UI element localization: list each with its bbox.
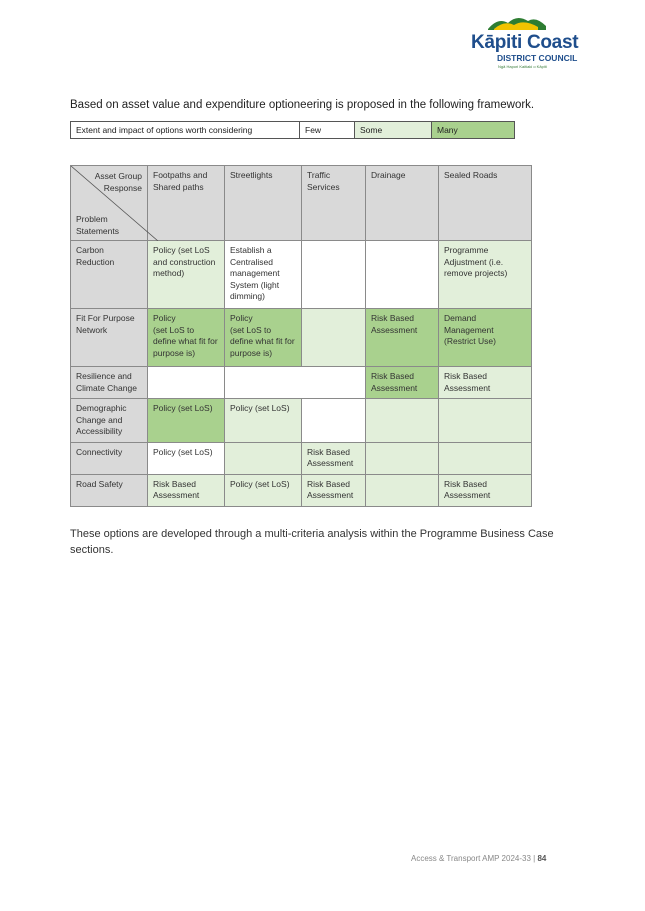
table-cell: Policy (set LoS to define what fit for purpose is)	[148, 309, 225, 367]
table-cell	[225, 367, 366, 399]
outro-text: These options are developed through a multi-criteria analysis within the Programme Business Case sections.	[70, 528, 554, 556]
table-cell: Risk Based Assessment	[302, 474, 366, 506]
table-cell	[439, 399, 532, 443]
row-label: Demographic Change and Accessibility	[71, 399, 148, 443]
header-problem: Problem Statements	[76, 214, 119, 236]
table-cell	[439, 442, 532, 474]
hills-icon	[486, 14, 548, 30]
table-cell: Policy (set LoS)	[148, 399, 225, 443]
table-cell: Programme Adjustment (i.e. remove projects)	[439, 241, 532, 309]
table-cell	[366, 399, 439, 443]
table-row	[71, 399, 532, 443]
table-cell: Policy (set LoS)	[225, 399, 302, 443]
framework-table	[70, 165, 532, 507]
table-cell: Risk Based Assessment	[302, 442, 366, 474]
footer-doc-title: Access & Transport AMP 2024-33	[411, 854, 531, 863]
table-header-row	[71, 166, 532, 241]
council-logo	[468, 14, 588, 72]
table-cell	[302, 241, 366, 309]
table-cell: Policy (set LoS)	[148, 442, 225, 474]
table-cell: Risk Based Assessment	[148, 474, 225, 506]
column-header: Footpaths and Shared paths	[148, 166, 225, 241]
logo-subtitle: DISTRICT COUNCIL	[497, 53, 578, 63]
logo-brand: Kāpiti Coast	[471, 32, 579, 53]
row-label: Carbon Reduction	[71, 241, 148, 309]
table-cell	[302, 309, 366, 367]
column-header: Drainage	[366, 166, 439, 241]
table-cell: Risk Based Assessment	[366, 309, 439, 367]
table-row	[71, 474, 532, 506]
page-footer	[411, 854, 546, 863]
table-row	[71, 367, 532, 399]
table-cell: Risk Based Assessment	[366, 367, 439, 399]
table-cell	[302, 399, 366, 443]
legend-some: Some	[355, 122, 432, 139]
legend-many: Many	[432, 122, 515, 139]
table-cell: Establish a Centralised management System (light dimming)	[225, 241, 302, 309]
table-row	[71, 309, 532, 367]
table-cell	[225, 442, 302, 474]
table-cell: Risk Based Assessment	[439, 474, 532, 506]
legend-table	[70, 121, 515, 139]
row-label: Resilience and Climate Change	[71, 367, 148, 399]
legend-few: Few	[300, 122, 355, 139]
table-cell	[366, 442, 439, 474]
table-row	[71, 442, 532, 474]
table-cell: Demand Management (Restrict Use)	[439, 309, 532, 367]
table-cell: Policy (set LoS to define what fit for purpose is)	[225, 309, 302, 367]
table-cell	[148, 367, 225, 399]
header-response: Asset Group Response	[94, 171, 142, 193]
column-header: Streetlights	[225, 166, 302, 241]
column-header: Sealed Roads	[439, 166, 532, 241]
header-corner-cell	[71, 166, 148, 241]
table-cell	[366, 241, 439, 309]
page-number: 84	[537, 854, 547, 863]
row-label: Connectivity	[71, 442, 148, 474]
legend-label: Extent and impact of options worth considering	[71, 122, 300, 139]
table-cell: Policy (set LoS)	[225, 474, 302, 506]
table-cell	[366, 474, 439, 506]
footer-separator: |	[533, 854, 536, 863]
table-row	[71, 241, 532, 309]
column-header: Traffic Services	[302, 166, 366, 241]
intro-text: Based on asset value and expenditure optioneering is proposed in the following framework.	[70, 99, 535, 111]
logo-tagline: Ngā Hapori Kaitiaki o Kāpiti	[498, 64, 547, 69]
table-cell: Risk Based Assessment	[439, 367, 532, 399]
row-label: Road Safety	[71, 474, 148, 506]
row-label: Fit For Purpose Network	[71, 309, 148, 367]
table-cell: Policy (set LoS and construction method)	[148, 241, 225, 309]
